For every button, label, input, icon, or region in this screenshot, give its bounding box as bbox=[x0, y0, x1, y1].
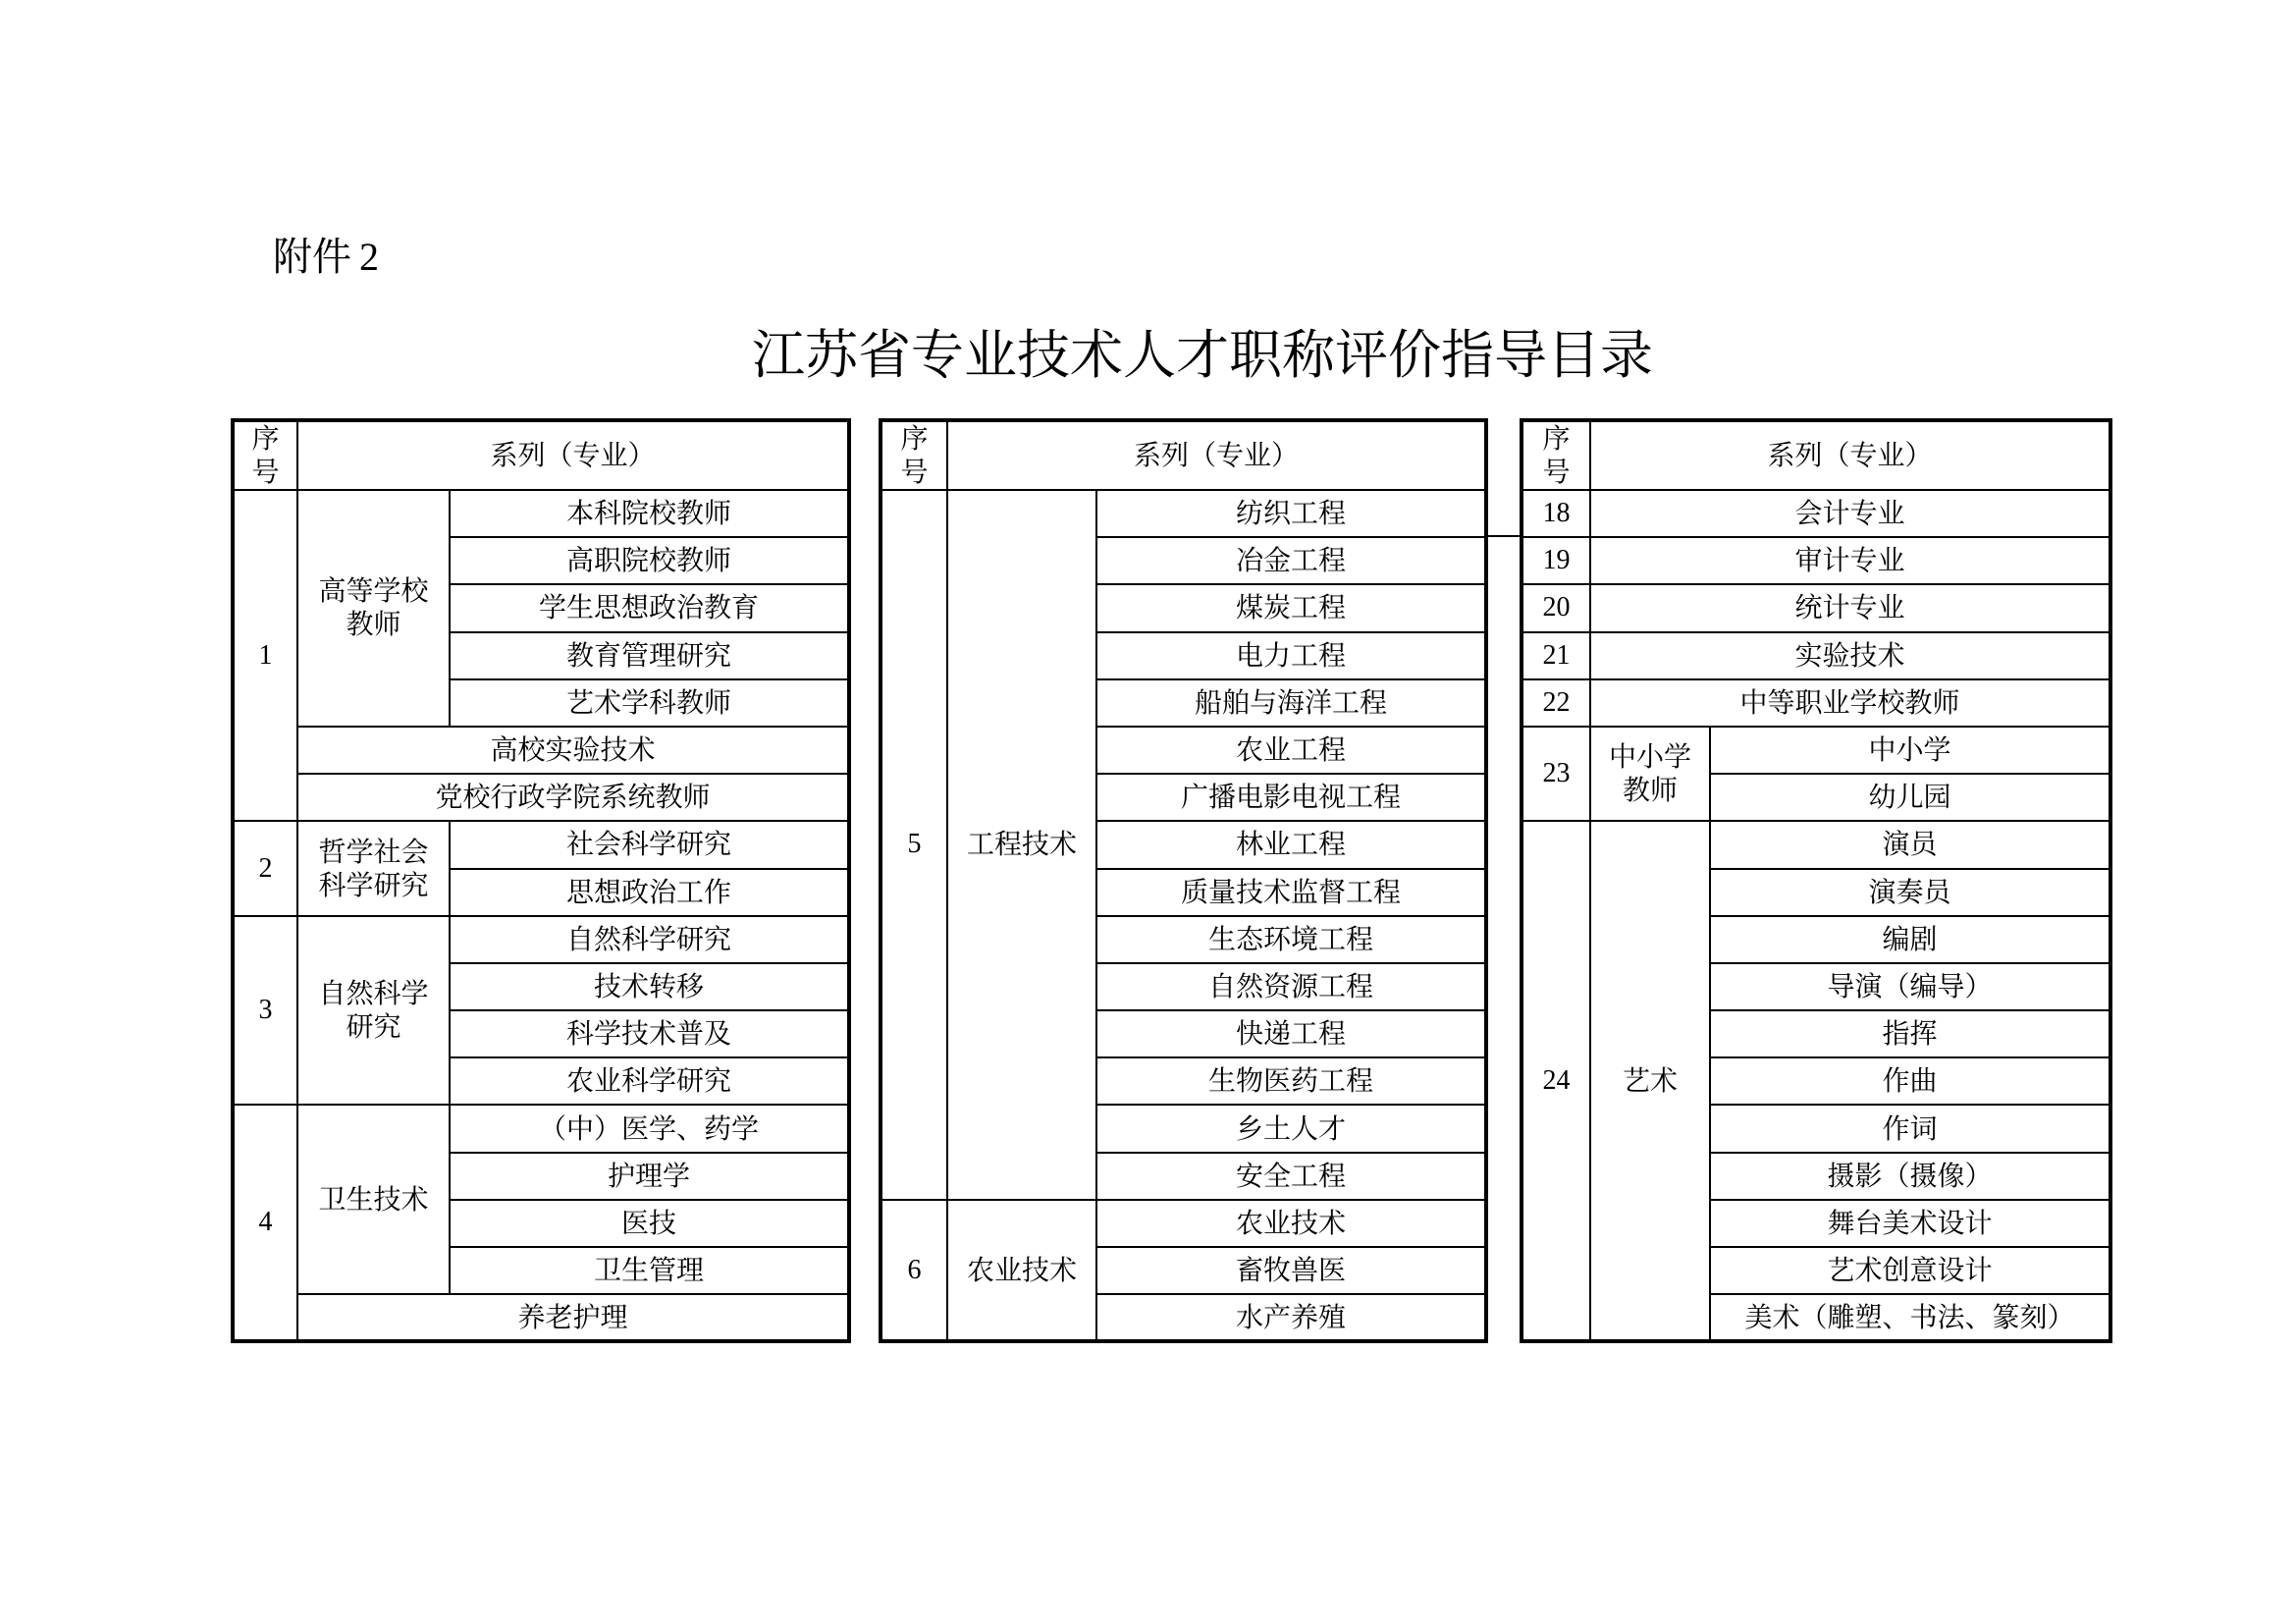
specialty-cell: 社会科学研究 bbox=[450, 821, 849, 868]
table-row bbox=[233, 490, 849, 537]
specialty-cell: 学生思想政治教育 bbox=[450, 584, 849, 631]
header-series: 系列（专业） bbox=[947, 420, 1486, 490]
attachment-label: 附件 2 bbox=[273, 235, 379, 280]
category-cell: 哲学社会 科学研究 bbox=[297, 821, 450, 915]
row-number: 6 bbox=[881, 1200, 947, 1342]
series-cell: 会计专业 bbox=[1590, 490, 2110, 537]
specialty-cell: 船舶与海洋工程 bbox=[1096, 679, 1486, 727]
category-cell: 中小学 教师 bbox=[1590, 727, 1710, 821]
table-row bbox=[1522, 632, 2110, 679]
specialty-cell: 冶金工程 bbox=[1096, 537, 1486, 584]
row-number: 3 bbox=[233, 916, 297, 1106]
series-cell: 统计专业 bbox=[1590, 584, 2110, 631]
series-cell: 党校行政学院系统教师 bbox=[297, 774, 849, 821]
specialty-cell: 作曲 bbox=[1710, 1057, 2110, 1105]
specialty-cell: （中）医学、药学 bbox=[450, 1105, 849, 1152]
specialty-cell: 艺术学科教师 bbox=[450, 679, 849, 727]
category-cell: 卫生技术 bbox=[297, 1105, 450, 1294]
specialty-cell: 教育管理研究 bbox=[450, 632, 849, 679]
row-number: 22 bbox=[1522, 679, 1590, 727]
header-no: 序 号 bbox=[233, 420, 297, 490]
table-row bbox=[881, 490, 1486, 537]
table-row bbox=[233, 774, 849, 821]
table-row bbox=[1522, 490, 2110, 537]
specialty-cell: 林业工程 bbox=[1096, 821, 1486, 868]
table-row bbox=[1522, 537, 2110, 584]
specialty-cell: 作词 bbox=[1710, 1105, 2110, 1152]
row-number: 24 bbox=[1522, 821, 1590, 1341]
table-row bbox=[233, 1294, 849, 1341]
specialty-cell: 演员 bbox=[1710, 821, 2110, 868]
specialty-cell: 乡土人才 bbox=[1096, 1105, 1486, 1152]
specialty-cell: 本科院校教师 bbox=[450, 490, 849, 537]
header-no: 序 号 bbox=[881, 420, 947, 490]
series-cell: 实验技术 bbox=[1590, 632, 2110, 679]
specialty-cell: 安全工程 bbox=[1096, 1153, 1486, 1200]
table-row bbox=[1522, 821, 2110, 868]
category-cell: 自然科学 研究 bbox=[297, 916, 450, 1106]
specialty-cell: 畜牧兽医 bbox=[1096, 1247, 1486, 1294]
specialty-cell: 农业科学研究 bbox=[450, 1057, 849, 1105]
series-cell: 审计专业 bbox=[1590, 537, 2110, 584]
specialty-cell: 科学技术普及 bbox=[450, 1010, 849, 1057]
specialty-cell: 农业工程 bbox=[1096, 727, 1486, 774]
table-row bbox=[1522, 584, 2110, 631]
page-title: 江苏省专业技术人才职称评价指导目录 bbox=[752, 324, 1653, 386]
specialty-cell: 广播电影电视工程 bbox=[1096, 774, 1486, 821]
row-number: 20 bbox=[1522, 584, 1590, 631]
header-no: 序 号 bbox=[1522, 420, 1590, 490]
specialty-cell: 编剧 bbox=[1710, 916, 2110, 963]
specialty-cell: 幼儿园 bbox=[1710, 774, 2110, 821]
specialty-cell: 质量技术监督工程 bbox=[1096, 869, 1486, 916]
specialty-cell: 美术（雕塑、书法、篆刻） bbox=[1710, 1294, 2110, 1341]
specialty-cell: 中小学 bbox=[1710, 727, 2110, 774]
connector-line bbox=[1484, 535, 1520, 537]
specialty-cell: 纺织工程 bbox=[1096, 490, 1486, 537]
specialty-cell: 指挥 bbox=[1710, 1010, 2110, 1057]
specialty-cell: 煤炭工程 bbox=[1096, 584, 1486, 631]
catalog-table-3 bbox=[1520, 418, 2112, 1343]
table-row bbox=[233, 727, 849, 774]
specialty-cell: 导演（编导） bbox=[1710, 963, 2110, 1010]
table-header-row bbox=[233, 420, 849, 490]
row-number: 23 bbox=[1522, 727, 1590, 821]
catalog-table-1 bbox=[231, 418, 851, 1343]
category-cell: 工程技术 bbox=[947, 490, 1096, 1200]
category-cell: 农业技术 bbox=[947, 1200, 1096, 1342]
specialty-cell: 艺术创意设计 bbox=[1710, 1247, 2110, 1294]
row-number: 21 bbox=[1522, 632, 1590, 679]
specialty-cell: 护理学 bbox=[450, 1153, 849, 1200]
specialty-cell: 摄影（摄像） bbox=[1710, 1153, 2110, 1200]
specialty-cell: 农业技术 bbox=[1096, 1200, 1486, 1247]
row-number: 2 bbox=[233, 821, 297, 915]
table-row bbox=[1522, 727, 2110, 774]
row-number: 5 bbox=[881, 490, 947, 1200]
specialty-cell: 自然科学研究 bbox=[450, 916, 849, 963]
table-row bbox=[233, 821, 849, 868]
row-number: 1 bbox=[233, 490, 297, 821]
table-row bbox=[233, 916, 849, 963]
series-cell: 中等职业学校教师 bbox=[1590, 679, 2110, 727]
specialty-cell: 快递工程 bbox=[1096, 1010, 1486, 1057]
header-series: 系列（专业） bbox=[1590, 420, 2110, 490]
specialty-cell: 卫生管理 bbox=[450, 1247, 849, 1294]
specialty-cell: 自然资源工程 bbox=[1096, 963, 1486, 1010]
specialty-cell: 生态环境工程 bbox=[1096, 916, 1486, 963]
specialty-cell: 舞台美术设计 bbox=[1710, 1200, 2110, 1247]
specialty-cell: 医技 bbox=[450, 1200, 849, 1247]
row-number: 18 bbox=[1522, 490, 1590, 537]
row-number: 19 bbox=[1522, 537, 1590, 584]
specialty-cell: 技术转移 bbox=[450, 963, 849, 1010]
category-cell: 艺术 bbox=[1590, 821, 1710, 1341]
header-series: 系列（专业） bbox=[297, 420, 849, 490]
catalog-table-2 bbox=[879, 418, 1488, 1343]
category-cell: 高等学校 教师 bbox=[297, 490, 450, 727]
table-header-row bbox=[1522, 420, 2110, 490]
specialty-cell: 水产养殖 bbox=[1096, 1294, 1486, 1341]
table-row bbox=[233, 1105, 849, 1152]
specialty-cell: 高职院校教师 bbox=[450, 537, 849, 584]
specialty-cell: 电力工程 bbox=[1096, 632, 1486, 679]
specialty-cell: 思想政治工作 bbox=[450, 869, 849, 916]
specialty-cell: 演奏员 bbox=[1710, 869, 2110, 916]
series-cell: 养老护理 bbox=[297, 1294, 849, 1341]
table-header-row bbox=[881, 420, 1486, 490]
table-row bbox=[881, 1200, 1486, 1247]
table-row bbox=[1522, 679, 2110, 727]
series-cell: 高校实验技术 bbox=[297, 727, 849, 774]
specialty-cell: 生物医药工程 bbox=[1096, 1057, 1486, 1105]
row-number: 4 bbox=[233, 1105, 297, 1341]
